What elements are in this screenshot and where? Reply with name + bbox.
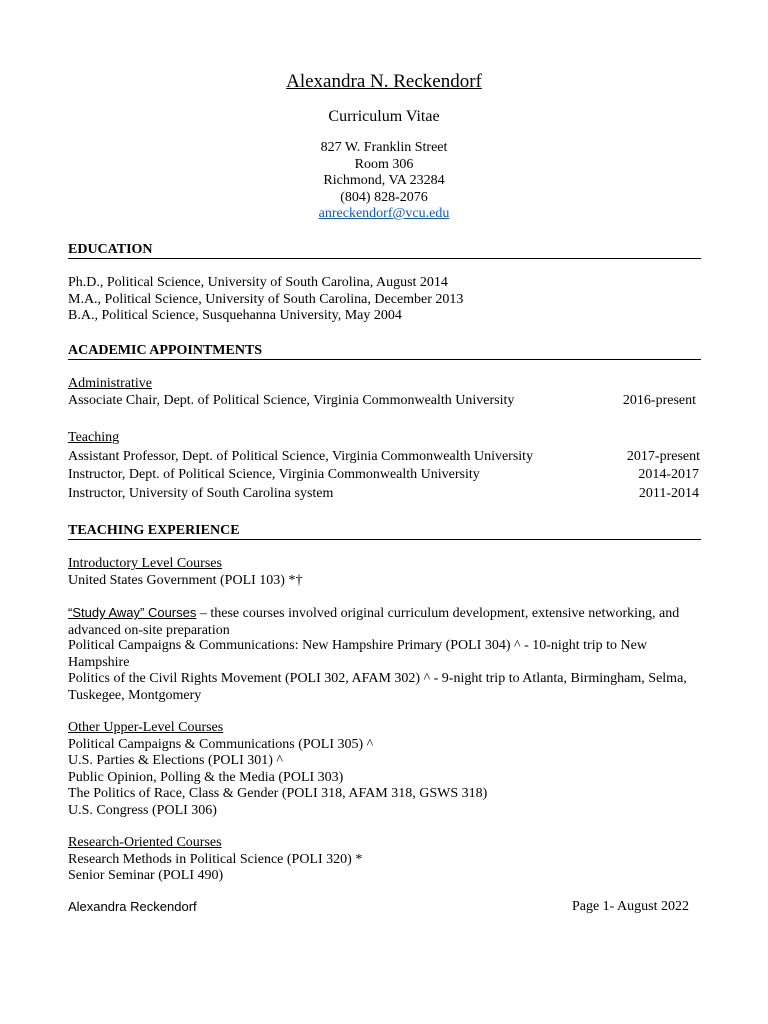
education-item-phd: Ph.D., Political Science, University of South Carolina, August 2014 <box>68 275 448 290</box>
footer-page-number: Page 1- August 2022 <box>571 899 689 914</box>
appointment-title: Assistant Professor, Dept. of Political Science, Virginia Commonwealth University <box>68 448 534 464</box>
upper-courses-label: Other Upper-Level Courses <box>68 720 224 735</box>
administrative-label: Administrative <box>68 376 152 391</box>
intro-courses-label: Introductory Level Courses <box>68 556 222 571</box>
email-wrapper <box>0 206 768 223</box>
study-away-paragraph <box>68 605 688 639</box>
appointment-years: 2016-present <box>622 392 696 408</box>
appointment-years: 2017-present <box>626 448 700 464</box>
course-item: Political Campaigns & Communications: New Hampshire Primary (POLI 304) ^ - 10-night trip to New Hampshire <box>68 638 647 670</box>
appointment-title: Instructor, Dept. of Political Science, Virginia Commonwealth University <box>68 467 480 482</box>
course-item: Research Methods in Political Science (POLI 320) * <box>68 851 363 867</box>
cv-name: Alexandra N. Reckendorf <box>286 71 482 92</box>
education-rule <box>68 258 701 259</box>
address-street: 827 W. Franklin Street <box>320 140 448 155</box>
address-city: Richmond, VA 23284 <box>323 173 445 188</box>
course-item: Political Campaigns & Communications (POLI 305) ^ <box>68 736 374 752</box>
research-courses-label: Research-Oriented Courses <box>68 835 222 850</box>
course-item: Public Opinion, Polling & the Media (POLI 303) <box>68 769 344 785</box>
address-phone: (804) 828-2076 <box>340 189 428 205</box>
address-room: Room 306 <box>354 156 414 172</box>
teaching-label: Teaching <box>68 430 120 445</box>
study-away-label: “Study Away” Courses <box>68 605 197 620</box>
course-item: Politics of the Civil Rights Movement (POLI 302, AFAM 302) ^ - 9-night trip to Atlanta, Birmingham, Selma, Tuskegee, Montgomery <box>68 671 687 703</box>
course-item: United States Government (POLI 103) *† <box>68 572 303 588</box>
appointments-rule <box>68 359 701 360</box>
appointment-title: Associate Chair, Dept. of Political Science, Virginia Commonwealth University <box>68 392 515 408</box>
teaching-experience-rule <box>68 539 701 540</box>
email-link[interactable]: anreckendorf@vcu.edu <box>318 206 450 221</box>
teaching-experience-heading: TEACHING EXPERIENCE <box>68 523 240 538</box>
education-item-ma: M.A., Political Science, University of South Carolina, December 2013 <box>68 291 464 307</box>
course-item: U.S. Congress (POLI 306) <box>68 802 217 818</box>
education-heading: EDUCATION <box>68 242 153 257</box>
appointment-years: 2011-2014 <box>638 485 699 501</box>
course-item: U.S. Parties & Elections (POLI 301) ^ <box>68 753 283 768</box>
education-item-ba: B.A., Political Science, Susquehanna University, May 2004 <box>68 308 402 323</box>
appointment-title: Instructor, University of South Carolina system <box>68 485 334 501</box>
appointment-years: 2014-2017 <box>638 467 699 482</box>
footer-author: Alexandra Reckendorf <box>68 899 197 914</box>
appointments-heading: ACADEMIC APPOINTMENTS <box>68 343 263 358</box>
course-item: The Politics of Race, Class & Gender (POLI 318, AFAM 318, GSWS 318) <box>68 786 488 801</box>
cv-subtitle: Curriculum Vitae <box>328 108 440 125</box>
course-item: Senior Seminar (POLI 490) <box>68 868 224 883</box>
study-away-description: – these courses involved original curriculum development, extensive networking, and advanced on-site preparation <box>68 606 680 638</box>
